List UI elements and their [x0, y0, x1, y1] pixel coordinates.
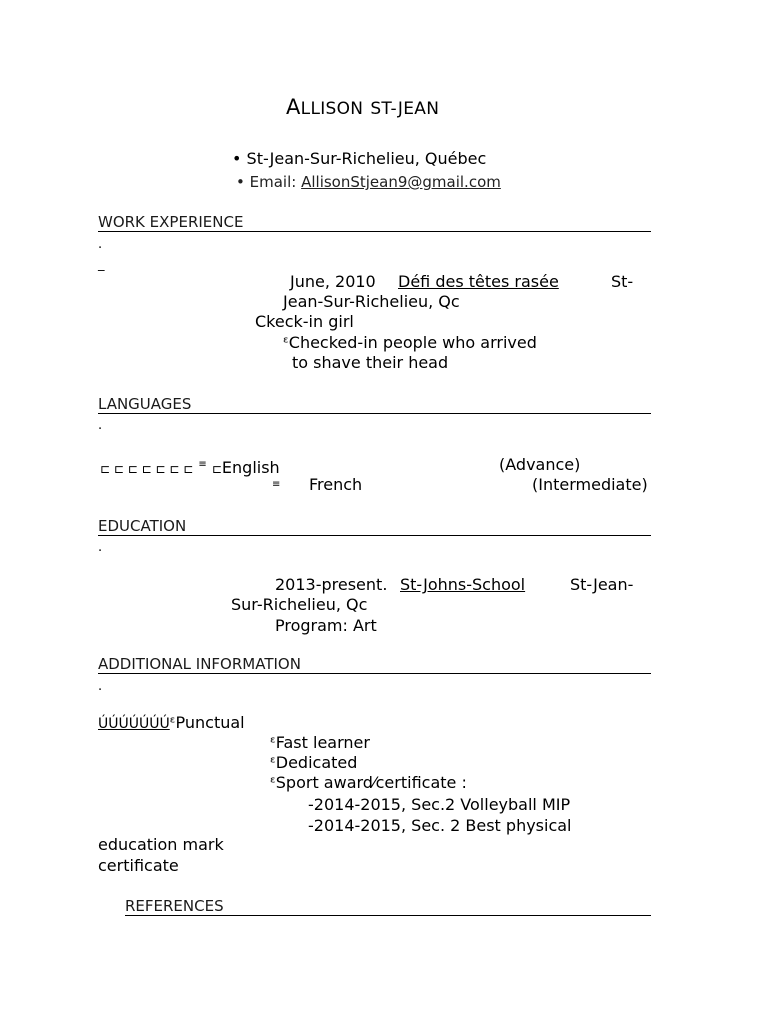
work-city-part1: St- — [611, 272, 634, 291]
additional-item — [270, 733, 370, 753]
additional-item — [270, 773, 467, 793]
additional-wrap-line: education mark — [98, 835, 224, 854]
symbol-icon: ≡ — [198, 459, 207, 470]
work-city-part2: Jean-Sur-Richelieu, Qc — [283, 292, 460, 311]
name-first-initial: A — [286, 95, 301, 119]
language-row-french — [272, 475, 280, 498]
work-employer: Défi des têtes rasée — [398, 272, 559, 291]
bullet-icon: • — [236, 173, 245, 191]
section-heading-text: LANGUAGES — [98, 395, 192, 413]
email-line — [236, 173, 501, 192]
section-heading-text: EDUCATION — [98, 517, 187, 535]
language-level: (Advance) — [499, 455, 581, 474]
symbol-icon: ≡ — [272, 479, 281, 490]
name-last-rest: -JEAN — [390, 99, 440, 119]
bullet-icon: ᵋ — [283, 333, 289, 352]
additional-item-text: Sport award⁄certificate : — [275, 773, 467, 792]
section-marker: . — [98, 679, 103, 694]
section-heading-education — [98, 517, 651, 536]
symbol-icon: ⊏ — [211, 462, 222, 476]
section-heading-additional — [98, 655, 651, 674]
work-date: June, 2010 — [290, 272, 376, 291]
additional-wrap-line: certificate — [98, 856, 179, 875]
additional-item-punctual — [98, 713, 245, 734]
section-marker: . — [98, 418, 103, 433]
location-line — [232, 149, 486, 169]
section-heading-work — [98, 213, 651, 232]
education-school: St-Johns-School — [400, 575, 526, 594]
bullet-icon: ᵋ — [169, 713, 176, 732]
name-last-initial: ST — [370, 99, 391, 119]
resume-name — [286, 95, 439, 119]
email-label: Email: — [249, 173, 302, 191]
education-city-part1: St-Jean- — [570, 575, 634, 594]
bullet-icon: • — [232, 149, 242, 168]
additional-item — [270, 753, 357, 773]
language-row-english — [100, 455, 280, 479]
work-task-text: Checked-in people who arrived — [288, 333, 537, 352]
location-text: St-Jean-Sur-Richelieu, Québec — [246, 149, 487, 168]
work-task — [283, 333, 537, 353]
section-heading-languages — [98, 395, 651, 414]
language-name: English — [221, 458, 280, 477]
additional-item-text: Punctual — [175, 713, 245, 732]
language-name: French — [309, 475, 363, 494]
bullet-icon: ᵋ — [270, 733, 276, 752]
bullet-icon: ᵋ — [270, 753, 276, 772]
education-city-part2: Sur-Richelieu, Qc — [231, 595, 368, 614]
additional-sub-item: -2014-2015, Sec.2 Volleyball MIP — [308, 795, 571, 814]
bullet-icon: ᵋ — [270, 773, 276, 792]
work-entry-line1 — [290, 272, 376, 292]
section-marker: . — [98, 540, 103, 555]
additional-item-text: Dedicated — [275, 753, 358, 772]
education-program: Program: Art — [275, 616, 377, 635]
education-period: 2013-present. — [275, 575, 388, 594]
additional-sub-item: -2014-2015, Sec. 2 Best physical — [308, 816, 572, 835]
section-marker: . — [98, 237, 103, 252]
section-heading-text: REFERENCES — [125, 897, 224, 915]
language-level: (Intermediate) — [532, 475, 648, 494]
section-marker: _ — [98, 257, 105, 272]
work-task-continued: to shave their head — [292, 353, 449, 372]
email-link[interactable]: AllisonStjean9@gmail.com — [301, 173, 501, 191]
section-heading-text: ADDITIONAL INFORMATION — [98, 655, 301, 673]
additional-item-text: Fast learner — [275, 733, 370, 752]
name-first-rest: LLISON — [300, 99, 364, 119]
section-heading-references — [125, 897, 651, 916]
work-role: Ckeck-in girl — [255, 312, 354, 331]
section-heading-text: WORK EXPERIENCE — [98, 213, 244, 231]
symbol-run: ⊏ ⊏ ⊏ ⊏ ⊏ ⊏ ⊏ — [100, 462, 194, 476]
symbol-run: ÚÚÚÚÚÚÚ — [98, 716, 170, 732]
